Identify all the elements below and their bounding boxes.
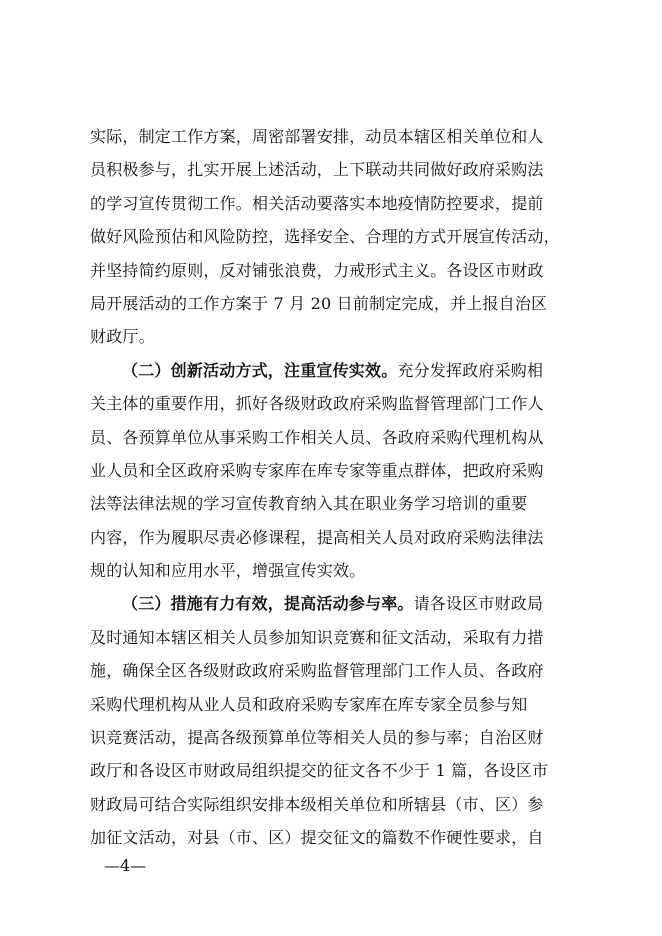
paragraph-2: [90, 354, 600, 588]
text-line: 政厅和各设区市财政局组织提交的征文各不少于 1 篇，各设区市: [90, 761, 549, 781]
text-line: 财政厅。: [90, 327, 155, 347]
page-number: —4—: [104, 856, 147, 875]
text-line: 采购代理机构从业人员和政府采购专家库在库专家全员参与知: [90, 694, 528, 714]
text-line: 做好风险预估和风险防控，选择安全、合理的方式开展宣传活动，: [90, 227, 560, 247]
text-line: 员、各预算单位从事采购工作相关人员、各政府采购代理机构从: [90, 427, 544, 447]
paragraph-first-line: [90, 587, 600, 620]
text-line: 识竞赛活动，提高各级预算单位等相关人员的参与率；自治区财: [90, 728, 544, 748]
text-line: 法等法律法规的学习宣传教育纳入其在职业务学习培训的重要: [90, 494, 528, 514]
text-line: 关主体的重要作用，抓好各级财政政府采购监督管理部门工作人: [90, 394, 544, 414]
section-heading: （三）措施有力有效，提高活动参与率。: [122, 594, 414, 614]
paragraph-3: [90, 587, 600, 854]
text-line: 的学习宣传贯彻工作。相关活动要落实本地疫情防控要求，提前: [90, 193, 544, 213]
paragraph-1: [90, 120, 600, 354]
text-run: 充分发挥政府采购相: [397, 360, 544, 380]
text-line: 施，确保全区各级财政政府采购监督管理部门工作人员、各政府: [90, 661, 544, 681]
text-line: 规的认知和应用水平，增强宣传实效。: [90, 561, 366, 581]
text-line: 及时通知本辖区相关人员参加知识竞赛和征文活动，采取有力措: [90, 627, 544, 647]
text-run: 请各设区市财政局: [413, 594, 544, 614]
text-line: 财政局可结合实际组织安排本级相关单位和所辖县（市、区）参: [90, 794, 544, 814]
text-line: 实际，制定工作方案，周密部署安排，动员本辖区相关单位和人: [90, 127, 544, 146]
text-line: 并坚持简约原则，反对铺张浪费，力戒形式主义。各设区市财政: [90, 260, 544, 280]
text-line: 员积极参与，扎实开展上述活动，上下联动共同做好政府采购法: [90, 160, 544, 180]
text-line: 局开展活动的工作方案于 7 月 20 日前制定完成，并上报自治区: [90, 293, 548, 313]
text-line: 内容，作为履职尽责必修课程，提高相关人员对政府采购法律法: [90, 527, 544, 547]
text-line: 加征文活动，对县（市、区）提交征文的篇数不作硬性要求，自: [90, 828, 544, 848]
document-body: [90, 120, 600, 855]
section-heading: （二）创新活动方式，注重宣传实效。: [122, 360, 398, 380]
text-line: 业人员和全区政府采购专家库在库专家等重点群体，把政府采购: [90, 460, 544, 480]
paragraph-first-line: [90, 354, 600, 387]
